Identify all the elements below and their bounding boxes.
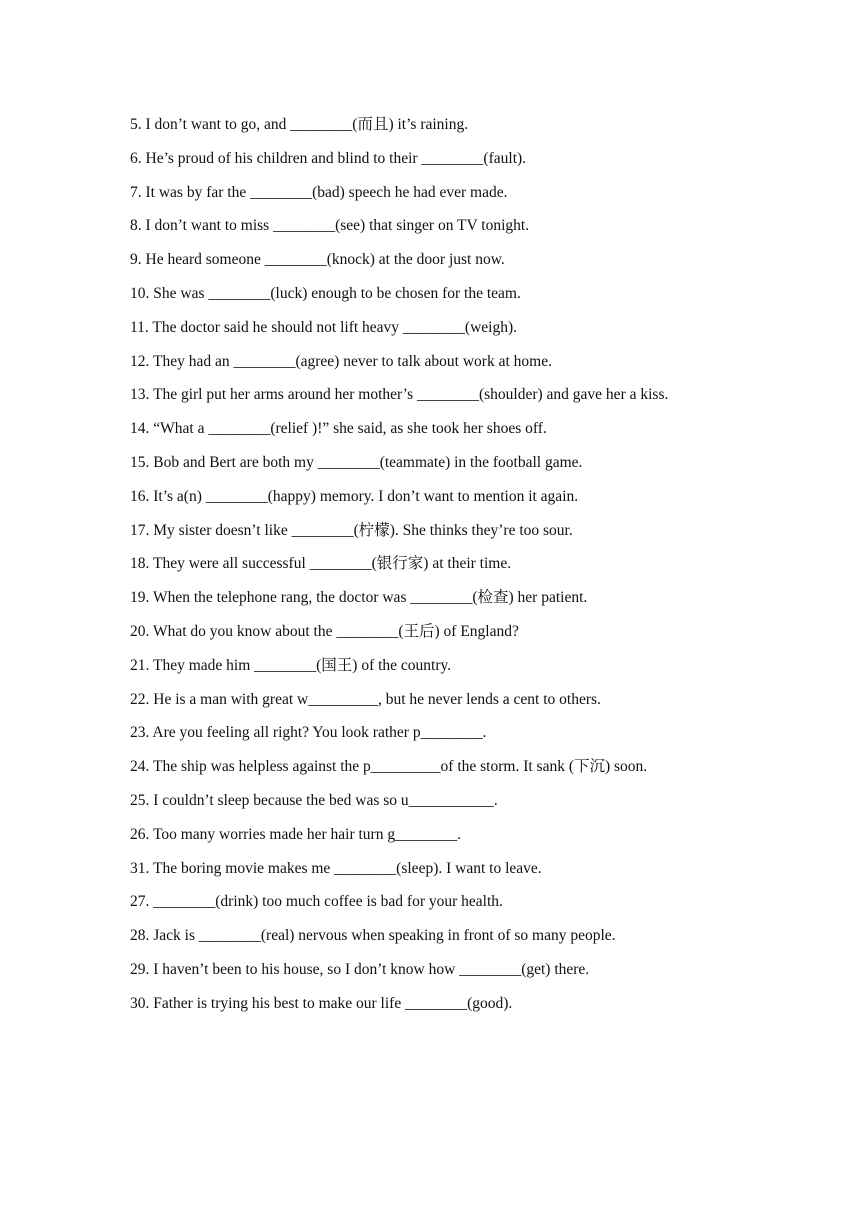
exercise-item: 21. They made him ________(国王) of the country. — [130, 656, 452, 674]
exercise-item: 9. He heard someone ________(knock) at the door just now. — [130, 251, 505, 269]
exercise-item: 8. I don’t want to miss ________(see) that singer on TV tonight. — [130, 217, 530, 235]
exercise-item: 5. I don’t want to go, and ________(而且) it’s raining. — [130, 116, 469, 133]
exercise-item: 31. The boring movie makes me ________(sleep). I want to leave. — [130, 859, 542, 877]
exercise-item: 29. I haven’t been to his house, so I don’t know how ________(get) there. — [130, 960, 590, 978]
exercise-item: 28. Jack is ________(real) nervous when speaking in front of so many people. — [130, 927, 616, 945]
exercise-item: 27. ________(drink) too much coffee is bad for your health. — [130, 893, 503, 911]
exercise-item: 23. Are you feeling all right? You look rather p________. — [130, 724, 487, 742]
exercise-item: 18. They were all successful ________(银行家) at their time. — [130, 555, 512, 573]
exercise-item: 10. She was ________(luck) enough to be chosen for the team. — [130, 284, 521, 302]
exercise-item: 19. When the telephone rang, the doctor was ________(检查) her patient. — [130, 589, 588, 607]
exercise-item: 7. It was by far the ________(bad) speech he had ever made. — [130, 183, 508, 201]
exercise-item: 17. My sister doesn’t like ________(柠檬). She thinks they’re too sour. — [130, 521, 573, 539]
exercise-item: 15. Bob and Bert are both my ________(teammate) in the football game. — [130, 453, 583, 471]
exercise-item: 12. They had an ________(agree) never to talk about work at home. — [130, 352, 552, 370]
exercise-item: 22. He is a man with great w_________, but he never lends a cent to others. — [130, 690, 601, 708]
exercise-item: 6. He’s proud of his children and blind to their ________(fault). — [130, 149, 527, 167]
exercise-list — [130, 108, 720, 1021]
exercise-item: 11. The doctor said he should not lift heavy ________(weigh). — [130, 318, 518, 336]
exercise-item: 24. The ship was helpless against the p_________of the storm. It sank (下沉) soon. — [130, 758, 648, 776]
exercise-item: 20. What do you know about the ________(王后) of England? — [130, 622, 519, 640]
exercise-item: 25. I couldn’t sleep because the bed was so u___________. — [130, 791, 498, 809]
exercise-item: 16. It’s a(n) ________(happy) memory. I don’t want to mention it again. — [130, 487, 579, 505]
exercise-item: 30. Father is trying his best to make our life ________(good). — [130, 994, 513, 1012]
exercise-item: 14. “What a ________(relief )!” she said, as she took her shoes off. — [130, 420, 547, 438]
exercise-item: 26. Too many worries made her hair turn g________. — [130, 825, 461, 843]
exercise-item: 13. The girl put her arms around her mother’s ________(shoulder) and gave her a kiss. — [130, 386, 669, 404]
